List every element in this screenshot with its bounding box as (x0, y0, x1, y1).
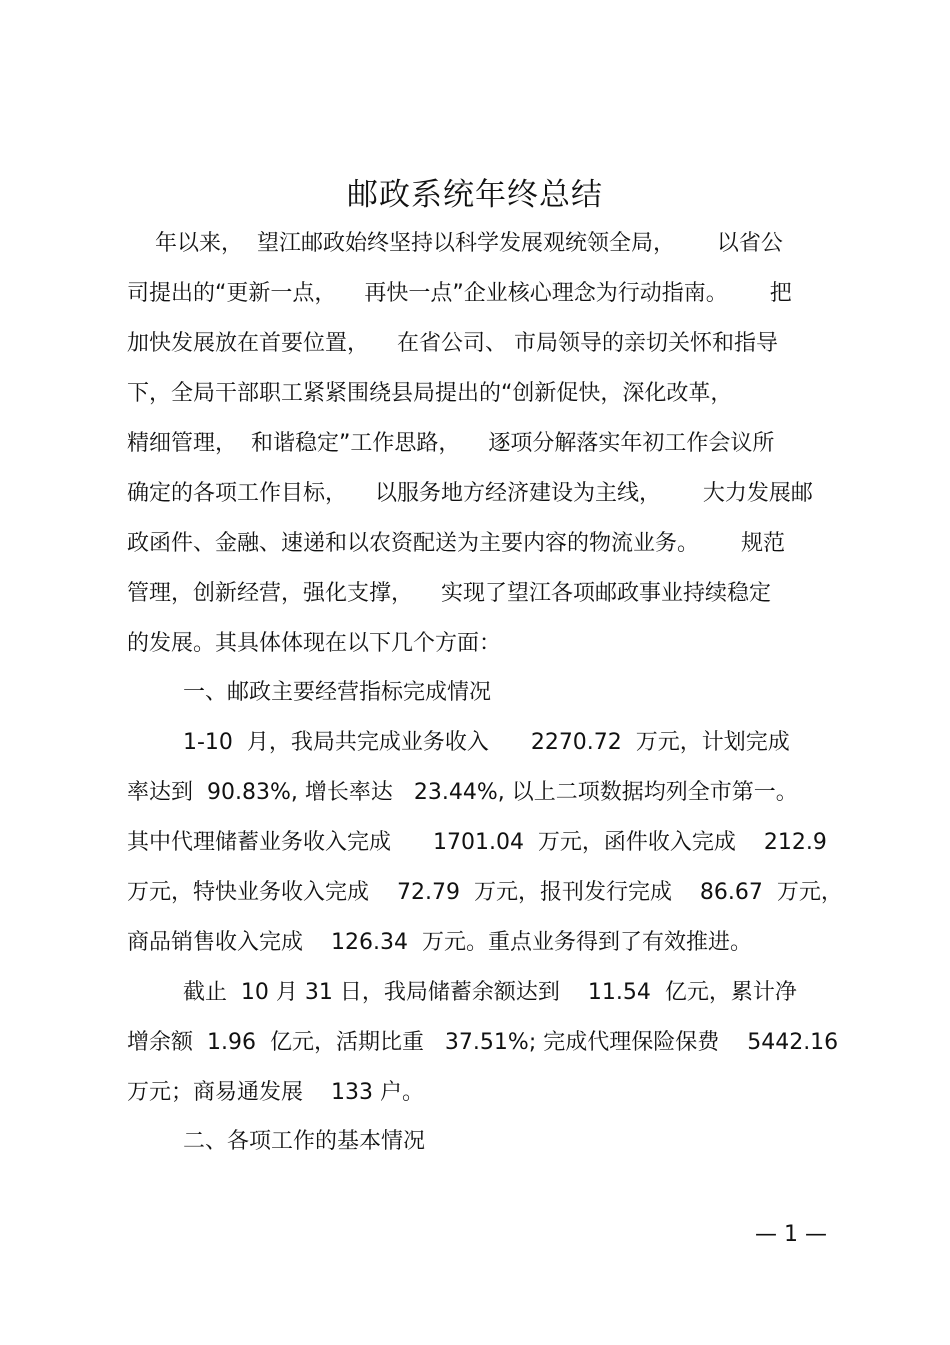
paragraph-line: 率达到 90.83%, 增长率达 23.44%, 以上二项数据均列全市第一。 (127, 780, 798, 805)
paragraph-line: 司提出的“更新一点， 再快一点”企业核心理念为行动指南。 把 (127, 281, 792, 306)
paragraph-line: 万元；商易通发展 133 户。 (127, 1080, 424, 1105)
paragraph-line: 加快发展放在首要位置， 在省公司、 市局领导的亲切关怀和指导 (127, 331, 778, 356)
paragraph-line: 万元，特快业务收入完成 72.79 万元，报刊发行完成 86.67 万元， (127, 880, 843, 905)
page-number: — 1 — (755, 1222, 827, 1247)
paragraph-line: 管理，创新经营，强化支撑， 实现了望江各项邮政事业持续稳定 (127, 581, 771, 606)
paragraph-line: 截止 10 月 31 日，我局储蓄余额达到 11.54 亿元，累计净 (127, 980, 797, 1005)
paragraph-line: 精细管理， 和谐稳定”工作思路， 逐项分解落实年初工作会议所 (127, 431, 775, 456)
paragraph-line: 政函件、金融、速递和以农资配送为主要内容的物流业务。 规范 (127, 531, 785, 556)
paragraph-line: 商品销售收入完成 126.34 万元。重点业务得到了有效推进。 (127, 930, 752, 955)
section-heading: 二、各项工作的基本情况 (127, 1129, 425, 1154)
paragraph-line: 确定的各项工作目标， 以服务地方经济建设为主线， 大力发展邮 (127, 481, 813, 506)
section-heading: 一、邮政主要经营指标完成情况 (127, 680, 491, 705)
document-title: 邮政系统年终总结 (347, 177, 603, 213)
paragraph-line: 的发展。其具体体现在以下几个方面： (127, 631, 502, 656)
paragraph-line: 年以来， 望江邮政始终坚持以科学发展观统领全局， 以省公 (127, 231, 783, 256)
paragraph-line: 1-10 月，我局共完成业务收入 2270.72 万元，计划完成 (127, 730, 790, 755)
paragraph-line: 其中代理储蓄业务收入完成 1701.04 万元，函件收入完成 212.9 (127, 830, 827, 855)
paragraph-line: 增余额 1.96 亿元，活期比重 37.51%; 完成代理保险保费 5442.16 (127, 1030, 839, 1055)
paragraph-line: 下，全局干部职工紧紧围绕县局提出的“创新促快，深化改革， (127, 381, 733, 406)
